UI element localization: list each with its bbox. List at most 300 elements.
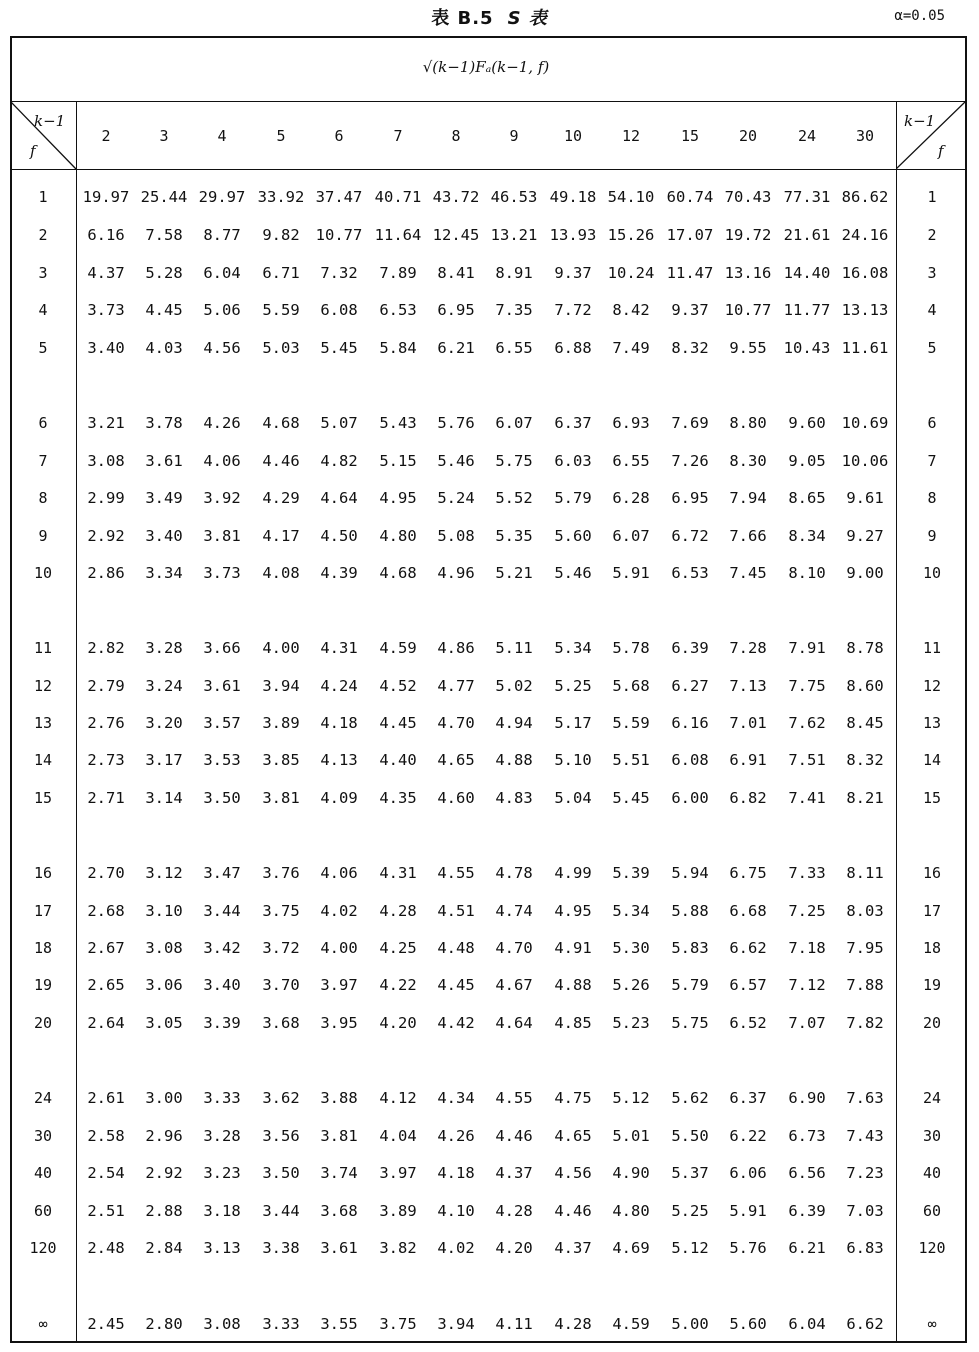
row-label-left: 2 — [38, 226, 48, 244]
table-cell: 6.04 — [203, 264, 241, 282]
table-cell: 4.95 — [379, 489, 417, 507]
table-cell: 3.28 — [145, 639, 183, 657]
table-cell: 2.73 — [87, 751, 125, 769]
table-cell: 5.91 — [612, 564, 650, 582]
table-cell: 9.27 — [846, 527, 884, 545]
table-cell: 2.71 — [87, 789, 125, 807]
table-cell: 5.11 — [495, 639, 533, 657]
table-cell: 4.39 — [320, 564, 358, 582]
table-cell: 4.75 — [554, 1089, 592, 1107]
table-cell: 3.70 — [262, 976, 300, 994]
column-header: 5 — [276, 127, 286, 145]
row-label-left: 3 — [38, 264, 48, 282]
table-cell: 6.52 — [729, 1014, 767, 1032]
table-cell: 3.89 — [379, 1202, 417, 1220]
table-cell: 6.06 — [729, 1164, 767, 1182]
table-cell: 8.32 — [671, 339, 709, 357]
table-cell: 7.25 — [788, 902, 826, 920]
table-cell: 4.65 — [437, 751, 475, 769]
table-cell: 5.50 — [671, 1127, 709, 1145]
table-cell: 7.69 — [671, 414, 709, 432]
table-cell: 4.25 — [379, 939, 417, 957]
table-cell: 4.68 — [379, 564, 417, 582]
table-cell: 10.77 — [724, 301, 772, 319]
table-cell: 6.91 — [729, 751, 767, 769]
table-cell: 5.60 — [729, 1315, 767, 1333]
table-cell: 4.48 — [437, 939, 475, 957]
table-cell: 6.16 — [87, 226, 125, 244]
table-cell: 6.71 — [262, 264, 300, 282]
table-cell: 6.00 — [671, 789, 709, 807]
row-label-right: 8 — [927, 489, 937, 507]
table-cell: 4.64 — [495, 1014, 533, 1032]
table-cell: 4.45 — [437, 976, 475, 994]
table-cell: 4.08 — [262, 564, 300, 582]
table-cell: 3.10 — [145, 902, 183, 920]
table-cell: 4.55 — [437, 864, 475, 882]
table-cell: 4.24 — [320, 677, 358, 695]
table-cell: 4.51 — [437, 902, 475, 920]
table-cell: 4.02 — [437, 1239, 475, 1257]
table-cell: 7.23 — [846, 1164, 884, 1182]
table-cell: 3.74 — [320, 1164, 358, 1182]
table-cell: 4.20 — [495, 1239, 533, 1257]
table-cell: 10.06 — [841, 452, 889, 470]
table-cell: 4.46 — [495, 1127, 533, 1145]
table-cell: 4.28 — [554, 1315, 592, 1333]
table-cell: 4.69 — [612, 1239, 650, 1257]
row-label-right: 6 — [927, 414, 937, 432]
table-cell: 5.30 — [612, 939, 650, 957]
table-cell: 5.15 — [379, 452, 417, 470]
table-cell: 5.94 — [671, 864, 709, 882]
table-cell: 4.74 — [495, 902, 533, 920]
table-cell: 4.59 — [379, 639, 417, 657]
table-cell: 12.45 — [432, 226, 480, 244]
table-cell: 6.95 — [437, 301, 475, 319]
table-cell: 4.46 — [554, 1202, 592, 1220]
row-label-left: 8 — [38, 489, 48, 507]
table-cell: 7.88 — [846, 976, 884, 994]
table-cell: 3.95 — [320, 1014, 358, 1032]
column-header: 24 — [797, 127, 817, 145]
table-cell: 2.86 — [87, 564, 125, 582]
table-cell: 4.03 — [145, 339, 183, 357]
table-cell: 4.64 — [320, 489, 358, 507]
table-cell: 5.37 — [671, 1164, 709, 1182]
table-cell: 5.76 — [729, 1239, 767, 1257]
table-cell: 4.70 — [437, 714, 475, 732]
table-cell: 5.52 — [495, 489, 533, 507]
table-cell: 2.65 — [87, 976, 125, 994]
table-cell: 4.34 — [437, 1089, 475, 1107]
table-cell: 7.18 — [788, 939, 826, 957]
table-cell: 5.88 — [671, 902, 709, 920]
table-cell: 3.28 — [203, 1127, 241, 1145]
table-cell: 3.94 — [262, 677, 300, 695]
table-cell: 13.16 — [724, 264, 772, 282]
row-label-right: 12 — [922, 677, 942, 695]
table-cell: 24.16 — [841, 226, 889, 244]
table-cell: 6.57 — [729, 976, 767, 994]
table-cell: 4.90 — [612, 1164, 650, 1182]
row-label-left: 4 — [38, 301, 48, 319]
row-label-right: 14 — [922, 751, 942, 769]
table-cell: 43.72 — [432, 188, 480, 206]
table-cell: 11.61 — [841, 339, 889, 357]
table-cell: 29.97 — [198, 188, 246, 206]
table-cell: 6.27 — [671, 677, 709, 695]
table-cell: 7.13 — [729, 677, 767, 695]
table-cell: 4.45 — [145, 301, 183, 319]
table-cell: 5.79 — [554, 489, 592, 507]
row-label-left: 24 — [33, 1089, 53, 1107]
row-label-right: 10 — [922, 564, 942, 582]
table-cell: 16.08 — [841, 264, 889, 282]
table-cell: 2.79 — [87, 677, 125, 695]
row-label-left: 13 — [33, 714, 53, 732]
table-cell: 13.93 — [549, 226, 597, 244]
row-label-right: 11 — [922, 639, 942, 657]
table-cell: 3.75 — [262, 902, 300, 920]
table-cell: 4.99 — [554, 864, 592, 882]
row-label-left: 14 — [33, 751, 53, 769]
table-cell: 2.61 — [87, 1089, 125, 1107]
table-cell: 7.75 — [788, 677, 826, 695]
table-cell: 7.26 — [671, 452, 709, 470]
table-cell: 3.62 — [262, 1089, 300, 1107]
table-cell: 7.41 — [788, 789, 826, 807]
table-cell: 2.54 — [87, 1164, 125, 1182]
table-cell: 8.03 — [846, 902, 884, 920]
table-cell: 13.21 — [490, 226, 538, 244]
table-cell: 5.46 — [554, 564, 592, 582]
row-label-right: 2 — [927, 226, 937, 244]
table-cell: 49.18 — [549, 188, 597, 206]
table-cell: 7.94 — [729, 489, 767, 507]
table-cell: 5.43 — [379, 414, 417, 432]
table-cell: 3.68 — [320, 1202, 358, 1220]
table-cell: 3.66 — [203, 639, 241, 657]
table-cell: 4.52 — [379, 677, 417, 695]
column-header: 9 — [509, 127, 519, 145]
table-cell: 4.60 — [437, 789, 475, 807]
table-cell: 4.17 — [262, 527, 300, 545]
table-cell: 4.59 — [612, 1315, 650, 1333]
table-cell: 10.24 — [607, 264, 655, 282]
table-cell: 3.88 — [320, 1089, 358, 1107]
table-cell: 3.97 — [320, 976, 358, 994]
table-cell: 3.73 — [203, 564, 241, 582]
table-cell: 4.40 — [379, 751, 417, 769]
table-cell: 6.16 — [671, 714, 709, 732]
table-cell: 2.84 — [145, 1239, 183, 1257]
table-cell: 3.81 — [262, 789, 300, 807]
table-cell: 5.10 — [554, 751, 592, 769]
table-cell: 9.61 — [846, 489, 884, 507]
row-label-left: ∞ — [38, 1315, 48, 1333]
significance-level: α=0.05 — [894, 8, 945, 24]
table-cell: 3.40 — [87, 339, 125, 357]
table-cell: 6.07 — [612, 527, 650, 545]
table-cell: 5.79 — [671, 976, 709, 994]
table-cell: 4.00 — [262, 639, 300, 657]
table-cell: 3.68 — [262, 1014, 300, 1032]
table-cell: 6.53 — [671, 564, 709, 582]
table-cell: 4.68 — [262, 414, 300, 432]
table-cell: 2.68 — [87, 902, 125, 920]
table-cell: 7.01 — [729, 714, 767, 732]
table-cell: 4.09 — [320, 789, 358, 807]
column-header: 20 — [738, 127, 758, 145]
table-cell: 6.82 — [729, 789, 767, 807]
table-cell: 4.96 — [437, 564, 475, 582]
table-cell: 5.28 — [145, 264, 183, 282]
table-cell: 4.26 — [203, 414, 241, 432]
table-cell: 11.77 — [783, 301, 831, 319]
table-cell: 9.55 — [729, 339, 767, 357]
row-label-right: 60 — [922, 1202, 942, 1220]
table-cell: 8.78 — [846, 639, 884, 657]
table-cell: 3.12 — [145, 864, 183, 882]
table-cell: 7.32 — [320, 264, 358, 282]
table-cell: 4.31 — [379, 864, 417, 882]
row-label-right: 9 — [927, 527, 937, 545]
table-cell: 4.70 — [495, 939, 533, 957]
row-label-left: 19 — [33, 976, 53, 994]
column-header: 30 — [855, 127, 875, 145]
column-header: 6 — [334, 127, 344, 145]
table-cell: 4.65 — [554, 1127, 592, 1145]
table-cell: 3.20 — [145, 714, 183, 732]
table-cell: 7.66 — [729, 527, 767, 545]
table-cell: 9.37 — [671, 301, 709, 319]
table-cell: 14.40 — [783, 264, 831, 282]
table-cell: 8.60 — [846, 677, 884, 695]
table-cell: 8.21 — [846, 789, 884, 807]
table-cell: 4.80 — [612, 1202, 650, 1220]
row-label-right: 3 — [927, 264, 937, 282]
table-cell: 8.80 — [729, 414, 767, 432]
table-cell: 11.64 — [374, 226, 422, 244]
table-cell: 6.90 — [788, 1089, 826, 1107]
table-cell: 3.23 — [203, 1164, 241, 1182]
table-cell: 9.82 — [262, 226, 300, 244]
table-cell: 5.26 — [612, 976, 650, 994]
table-cell: 4.88 — [554, 976, 592, 994]
table-cell: 13.13 — [841, 301, 889, 319]
table-cell: 3.89 — [262, 714, 300, 732]
table-cell: 4.78 — [495, 864, 533, 882]
table-cell: 4.18 — [320, 714, 358, 732]
table-cell: 2.80 — [145, 1315, 183, 1333]
table-cell: 6.21 — [788, 1239, 826, 1257]
table-cell: 4.12 — [379, 1089, 417, 1107]
table-cell: 2.76 — [87, 714, 125, 732]
table-cell: 5.25 — [671, 1202, 709, 1220]
table-cell: 8.45 — [846, 714, 884, 732]
row-label-right: 1 — [927, 188, 937, 206]
table-cell: 9.05 — [788, 452, 826, 470]
table-cell: 21.61 — [783, 226, 831, 244]
table-cell: 3.78 — [145, 414, 183, 432]
table-cell: 8.34 — [788, 527, 826, 545]
table-cell: 3.14 — [145, 789, 183, 807]
table-cell: 54.10 — [607, 188, 655, 206]
table-cell: 6.73 — [788, 1127, 826, 1145]
table-cell: 7.33 — [788, 864, 826, 882]
table-cell: 25.44 — [140, 188, 188, 206]
row-label-left: 1 — [38, 188, 48, 206]
row-label-left: 7 — [38, 452, 48, 470]
table-cell: 6.75 — [729, 864, 767, 882]
table-cell: 2.45 — [87, 1315, 125, 1333]
table-cell: 77.31 — [783, 188, 831, 206]
table-cell: 6.72 — [671, 527, 709, 545]
table-cell: 3.05 — [145, 1014, 183, 1032]
table-cell: 3.47 — [203, 864, 241, 882]
table-cell: 60.74 — [666, 188, 714, 206]
table-cell: 10.77 — [315, 226, 363, 244]
row-label-right: 18 — [922, 939, 942, 957]
table-cell: 5.45 — [612, 789, 650, 807]
table-cell: 6.39 — [788, 1202, 826, 1220]
table-cell: 5.51 — [612, 751, 650, 769]
row-label-left: 17 — [33, 902, 53, 920]
table-cell: 7.28 — [729, 639, 767, 657]
table-cell: 6.56 — [788, 1164, 826, 1182]
column-header: 4 — [217, 127, 227, 145]
table-cell: 6.62 — [846, 1315, 884, 1333]
table-cell: 17.07 — [666, 226, 714, 244]
table-cell: 4.02 — [320, 902, 358, 920]
table-cell: 4.56 — [203, 339, 241, 357]
table-cell: 6.28 — [612, 489, 650, 507]
table-cell: 5.07 — [320, 414, 358, 432]
table-cell: 3.85 — [262, 751, 300, 769]
table-cell: 2.70 — [87, 864, 125, 882]
table-cell: 6.08 — [671, 751, 709, 769]
table-cell: 3.61 — [145, 452, 183, 470]
table-cell: 3.24 — [145, 677, 183, 695]
table-cell: 6.62 — [729, 939, 767, 957]
table-cell: 5.35 — [495, 527, 533, 545]
table-cell: 7.49 — [612, 339, 650, 357]
column-header: 12 — [621, 127, 641, 145]
table-cell: 4.42 — [437, 1014, 475, 1032]
table-cell: 4.26 — [437, 1127, 475, 1145]
table-cell: 4.83 — [495, 789, 533, 807]
table-cell: 3.40 — [145, 527, 183, 545]
table-cell: 2.96 — [145, 1127, 183, 1145]
table-cell: 7.35 — [495, 301, 533, 319]
table-cell: 4.00 — [320, 939, 358, 957]
table-cell: 4.06 — [203, 452, 241, 470]
table-cell: 3.92 — [203, 489, 241, 507]
table-cell: 7.51 — [788, 751, 826, 769]
row-label-right: 17 — [922, 902, 942, 920]
table-cell: 7.62 — [788, 714, 826, 732]
table-cell: 3.34 — [145, 564, 183, 582]
table-cell: 6.93 — [612, 414, 650, 432]
table-cell: 6.55 — [612, 452, 650, 470]
table-cell: 70.43 — [724, 188, 772, 206]
table-cell: 5.78 — [612, 639, 650, 657]
row-label-left: 20 — [33, 1014, 53, 1032]
row-label-right: 30 — [922, 1127, 942, 1145]
table-cell: 4.04 — [379, 1127, 417, 1145]
table-cell: 3.44 — [262, 1202, 300, 1220]
row-label-left: 11 — [33, 639, 53, 657]
table-cell: 8.91 — [495, 264, 533, 282]
table-cell: 4.31 — [320, 639, 358, 657]
table-cell: 7.45 — [729, 564, 767, 582]
table-cell: 7.43 — [846, 1127, 884, 1145]
table-cell: 4.35 — [379, 789, 417, 807]
row-label-left: 16 — [33, 864, 53, 882]
table-cell: 6.39 — [671, 639, 709, 657]
row-label-right: 4 — [927, 301, 937, 319]
table-number: 表 B.5 — [431, 8, 494, 29]
table-cell: 2.92 — [87, 527, 125, 545]
table-cell: 2.51 — [87, 1202, 125, 1220]
table-cell: 2.48 — [87, 1239, 125, 1257]
row-label-left: 15 — [33, 789, 53, 807]
table-cell: 6.08 — [320, 301, 358, 319]
table-cell: 4.77 — [437, 677, 475, 695]
table-cell: 5.25 — [554, 677, 592, 695]
column-header: 15 — [680, 127, 700, 145]
row-label-right: 5 — [927, 339, 937, 357]
table-cell: 6.53 — [379, 301, 417, 319]
table-cell: 3.61 — [203, 677, 241, 695]
table-cell: 3.49 — [145, 489, 183, 507]
table-title — [0, 4, 979, 30]
table-cell: 3.21 — [87, 414, 125, 432]
table-cell: 5.23 — [612, 1014, 650, 1032]
table-cell: 3.55 — [320, 1315, 358, 1333]
table-cell: 9.60 — [788, 414, 826, 432]
table-cell: 7.58 — [145, 226, 183, 244]
table-cell: 7.72 — [554, 301, 592, 319]
table-cell: 4.46 — [262, 452, 300, 470]
table-cell: 9.37 — [554, 264, 592, 282]
table-cell: 8.41 — [437, 264, 475, 282]
table-cell: 4.11 — [495, 1315, 533, 1333]
table-cell: 2.67 — [87, 939, 125, 957]
table-cell: 2.58 — [87, 1127, 125, 1145]
table-cell: 6.95 — [671, 489, 709, 507]
table-cell: 3.73 — [87, 301, 125, 319]
table-cell: 5.06 — [203, 301, 241, 319]
table-cell: 4.10 — [437, 1202, 475, 1220]
row-label-right: 120 — [918, 1239, 946, 1257]
table-cell: 8.32 — [846, 751, 884, 769]
table-cell: 4.94 — [495, 714, 533, 732]
table-cell: 4.67 — [495, 976, 533, 994]
table-cell: 5.24 — [437, 489, 475, 507]
table-cell: 6.83 — [846, 1239, 884, 1257]
row-label-left: 10 — [33, 564, 53, 582]
table-cell: 4.18 — [437, 1164, 475, 1182]
table-cell: 37.47 — [315, 188, 363, 206]
table-cell: 4.22 — [379, 976, 417, 994]
table-cell: 10.69 — [841, 414, 889, 432]
table-cell: 4.28 — [495, 1202, 533, 1220]
table-cell: 4.06 — [320, 864, 358, 882]
table-cell: 3.97 — [379, 1164, 417, 1182]
left-corner-top-label: k−1 — [34, 112, 66, 130]
